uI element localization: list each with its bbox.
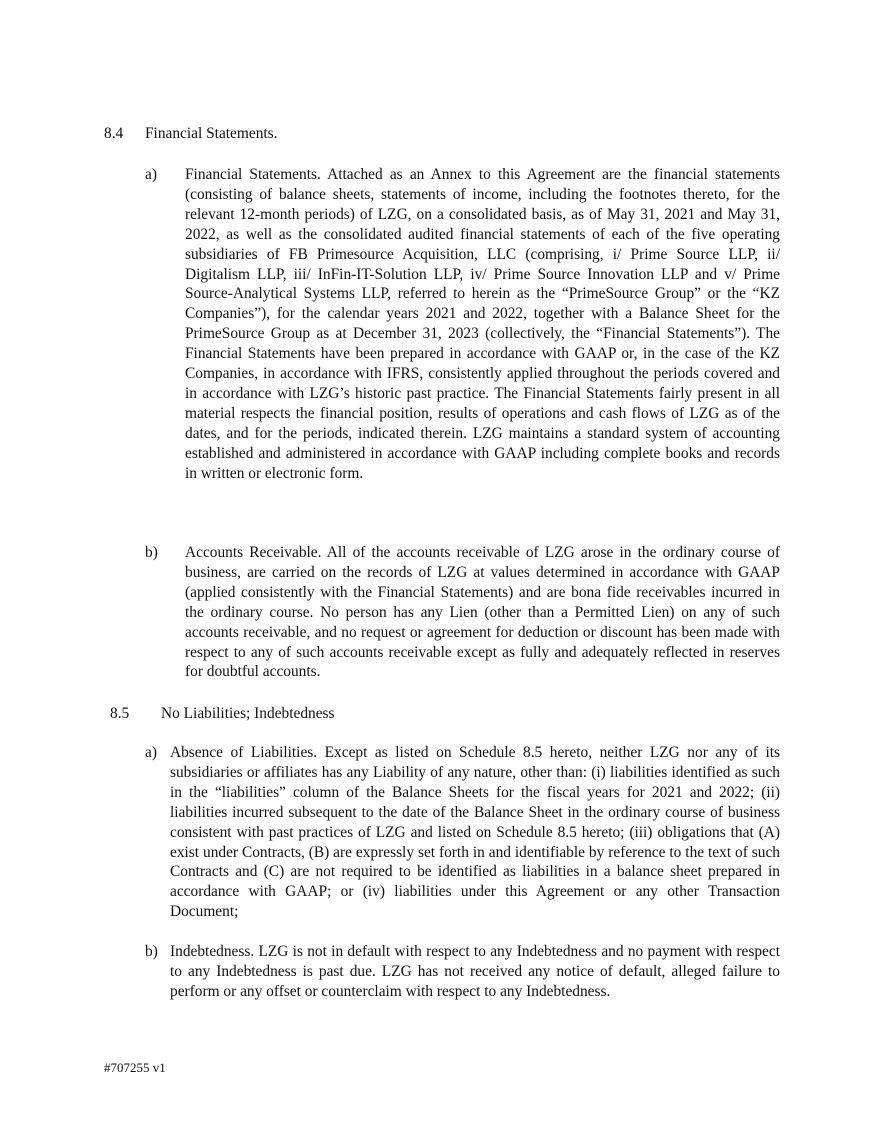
section-number: 8.4 [104,125,124,142]
clause-text: Financial Statements. Attached as an Annex to this Agreement are the financial statements (consisting of balance sheets, statements of income, including the footnotes thereto, for the relevant 12-month periods) of LZG, on a consolidated basis, as of May 31, 2021 and May 31, 2022, as well as the consolidated audited financial statements of each of the five operating subsidiaries of FB Primesource Acquisition, LLC (comprising, i/ Prime Source LLP, ii/ Digitalism LLP, iii/ InFin-IT-Solution LLP, iv/ Prime Source Innovation LLP and v/ Prime Source-Analytical Systems LLP, referred to herein as the “PrimeSource Group” or the “KZ Companies”), for the calendar years 2021 and 2022, together with a Balance Sheet for the PrimeSource Group as at December 31, 2023 (collectively, the “Financial Statements”). The Financial Statements have been prepared in accordance with GAAP or, in the case of the KZ Companies, in accordance with IFRS, consistently applied throughout the periods covered and in accordance with LZG’s historic past practice. The Financial Statements fairly present in all material respects the financial position, results of operations and cash flows of LZG as of the dates, and for the periods, indicated therein. LZG maintains a standard system of accounting established and administered in accordance with GAAP including complete books and records in written or electronic form. [185,166,780,482]
document-id-footer: #707255 v1 [104,1060,166,1075]
section-number: 8.5 [110,705,130,722]
section-title: No Liabilities; Indebtedness [161,705,335,722]
clause-label: b) [145,544,158,561]
clause-label: a) [145,744,157,761]
clause-text: Accounts Receivable. All of the accounts receivable of LZG arose in the ordinary course of business, are carried on the records of LZG at values determined in accordance with GAAP (applied consistently with the Financial Statements) and are bona fide receivables incurred in the ordinary course. No person has any Lien (other than a Permitted Lien) on any of such accounts receivable, and no request or agreement for deduction or discount has been made with respect to any of such accounts receivable except as fully and adequately reflected in reserves for doubtful accounts. [185,544,780,681]
clause-text: Indebtedness. LZG is not in default with respect to any Indebtedness and no payment with respect to any Indebtedness is past due. LZG has not received any notice of default, alleged failure to perform or any offset or counterclaim with respect to any Indebtedness. [170,943,780,1000]
clause-label: a) [145,166,157,183]
clause-label: b) [145,943,158,960]
section-title: Financial Statements. [145,125,278,142]
clause-text: Absence of Liabilities. Except as listed on Schedule 8.5 hereto, neither LZG nor any of its subsidiaries or affiliates has any Liability of any nature, other than: (i) liabilities identified as such in the “liabilities” column of the Balance Sheets for the fiscal years for 2021 and 2022; (ii) liabilities incurred subsequent to the date of the Balance Sheet in the ordinary course of business consistent with past practices of LZG and listed on Schedule 8.5 hereto; (iii) obligations that (A) exist under Contracts, (B) are expressly set forth in and identifiable by reference to the text of such Contracts and (C) are not required to be identified as liabilities in a balance sheet prepared in accordance with GAAP; or (iv) liabilities under this Agreement or any other Transaction Document; [170,744,780,921]
